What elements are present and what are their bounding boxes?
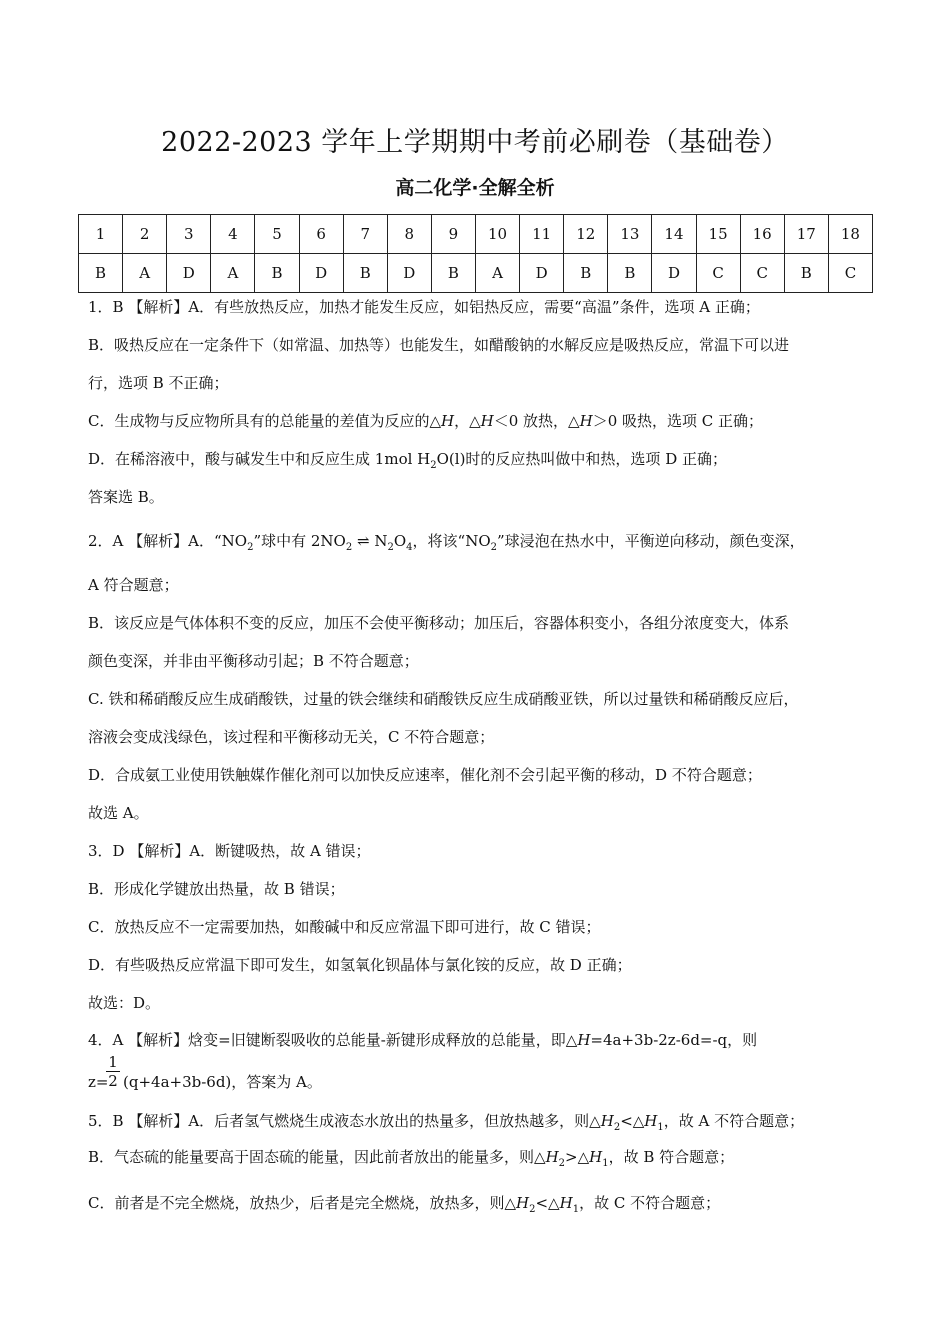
text-line: C．放热反应不一定需要加热，如酸碱中和反应常温下即可进行，故 C 错误； — [88, 918, 601, 936]
text-span: O — [393, 532, 407, 550]
question-number-cell: 18 — [828, 215, 872, 254]
text-line: B．吸热反应在一定条件下（如常温、加热等）也能发生，如醋酸钠的水解反应是吸热反应，常温下可以进 — [88, 336, 790, 354]
question-number-cell: 5 — [255, 215, 299, 254]
text-line — [88, 1146, 734, 1175]
subscript: 4 — [406, 542, 413, 553]
text-line: A 符合题意； — [88, 576, 179, 594]
text-line: C. 铁和稀硝酸反应生成硝酸铁，过量的铁会继续和硝酸铁反应生成硝酸亚铁，所以过量铁和稀硝酸反应后， — [88, 690, 799, 708]
text-span: H — [589, 1148, 603, 1166]
question-number-cell: 16 — [740, 215, 784, 254]
text-line: 答案选 B。 — [88, 488, 164, 506]
text-span: H — [441, 412, 455, 430]
text-line: D．有些吸热反应常温下即可发生，如氢氧化钡晶体与氯化铵的反应，故 D 正确； — [88, 956, 632, 974]
text-span: ，故 A 不符合题意； — [663, 1112, 805, 1130]
text-span: ，故 B 符合题意； — [608, 1148, 735, 1166]
answer-cell: B — [255, 254, 299, 293]
text-line: 1．B 【解析】A．有些放热反应，加热才能发生反应，如铝热反应，需要“高温”条件，选项 A 正确； — [88, 298, 760, 316]
question-number-cell: 12 — [564, 215, 608, 254]
question-number-cell: 1 — [79, 215, 123, 254]
text-line — [88, 1110, 804, 1139]
answer-cell: C — [828, 254, 872, 293]
text-span: O(l)时的反应热叫做中和热，选项 D 正确； — [436, 450, 727, 468]
subscript: 2 — [387, 542, 394, 553]
text-line: 3．D 【解析】A．断键吸热，故 A 错误； — [88, 842, 371, 860]
subscript: 2 — [430, 460, 437, 471]
text-span: H — [644, 1112, 658, 1130]
question-number-cell: 14 — [652, 215, 696, 254]
page-subtitle: 高二化学·全解全析 — [395, 177, 555, 199]
text-line: 故选 A。 — [88, 804, 149, 822]
subscript: 2 — [529, 1204, 536, 1215]
question-number-cell: 3 — [167, 215, 211, 254]
text-line: B．形成化学键放出热量，故 B 错误； — [88, 880, 345, 898]
text-span: H — [516, 1194, 530, 1212]
page-title: 2022-2023 学年上学期期中考前必刷卷（基础卷） — [161, 127, 789, 158]
answer-cell: C — [696, 254, 740, 293]
text-line: 溶液会变成浅绿色，该过程和平衡移动无关，C 不符合题意； — [88, 728, 495, 746]
question-number-cell: 10 — [475, 215, 519, 254]
text-line — [88, 1192, 720, 1221]
question-number-cell: 9 — [431, 215, 475, 254]
answer-cell: B — [564, 254, 608, 293]
answer-cell: D — [652, 254, 696, 293]
text-line — [88, 448, 727, 477]
fraction — [106, 1054, 120, 1089]
text-span: H — [579, 412, 593, 430]
answer-cell: B — [784, 254, 828, 293]
question-number-cell: 17 — [784, 215, 828, 254]
text-span: <△ — [620, 1112, 645, 1130]
text-span: ＜0 放热，△ — [493, 412, 580, 430]
text-line: z= — [88, 1073, 109, 1091]
equilibrium-arrow: ⇌ N — [352, 532, 388, 550]
answer-cell: D — [520, 254, 564, 293]
text-span: ，故 C 不符合题意； — [579, 1194, 721, 1212]
text-span: 4．A 【解析】焓变=旧键断裂吸收的总能量-新键形成释放的总能量，即△ — [88, 1031, 578, 1049]
text-line: 行，选项 B 不正确； — [88, 374, 229, 392]
text-span: D．在稀溶液中，酸与碱发生中和反应生成 1mol H — [88, 450, 431, 468]
subscript: 1 — [657, 1122, 664, 1133]
text-span: ，将该“NO — [412, 532, 491, 550]
answer-cell: A — [123, 254, 167, 293]
answer-cell: B — [431, 254, 475, 293]
question-number-cell: 11 — [520, 215, 564, 254]
text-span: ”球中有 2NO — [253, 532, 346, 550]
text-span: H — [577, 1031, 591, 1049]
answer-cell: B — [343, 254, 387, 293]
answer-cell: D — [387, 254, 431, 293]
answer-cell: B — [79, 254, 123, 293]
text-line: D．合成氨工业使用铁触媒作催化剂可以加快反应速率，催化剂不会引起平衡的移动，D 不符合题意； — [88, 766, 762, 784]
question-number-cell: 4 — [211, 215, 255, 254]
text-span: C．生成物与反应物所具有的总能量的差值为反应的△ — [88, 412, 442, 430]
text-span: >△ — [565, 1148, 590, 1166]
question-number-cell: 6 — [299, 215, 343, 254]
question-number-cell: 15 — [696, 215, 740, 254]
text-span: H — [545, 1148, 559, 1166]
text-line: B．该反应是气体体积不变的反应，加压不会使平衡移动；加压后，容器体积变小，各组分浓度变大，体系 — [88, 614, 790, 632]
text-span: <△ — [535, 1194, 560, 1212]
text-line: 颜色变深，并非由平衡移动引起；B 不符合题意； — [88, 652, 419, 670]
question-number-row — [79, 215, 873, 254]
subscript: 2 — [247, 542, 254, 553]
subscript: 2 — [558, 1158, 566, 1169]
text-span: B．气态硫的能量要高于固态硫的能量，因此前者放出的能量多，则△ — [88, 1148, 546, 1166]
text-line: (q+4a+3b-6d)，答案为 A。 — [123, 1073, 322, 1091]
text-span: ＞0 吸热，选项 C 正确； — [592, 412, 764, 430]
answer-cell: A — [475, 254, 519, 293]
subscript: 2 — [613, 1122, 621, 1133]
question-number-cell: 2 — [123, 215, 167, 254]
text-span: C．前者是不完全燃烧，放热少，后者是完全燃烧，放热多，则△ — [88, 1194, 517, 1212]
text-span: 5．B 【解析】A．后者氢气燃烧生成液态水放出的热量多，但放热越多，则△ — [88, 1112, 601, 1130]
subscript: 2 — [490, 542, 497, 553]
text-line — [88, 410, 763, 432]
text-span: H — [480, 412, 494, 430]
fraction-denominator: 2 — [108, 1072, 118, 1090]
subscript: 1 — [602, 1158, 609, 1169]
question-number-cell: 8 — [387, 215, 431, 254]
text-span: ，△ — [454, 412, 481, 430]
question-number-cell: 13 — [608, 215, 652, 254]
text-span: ”球浸泡在热水中，平衡逆向移动，颜色变深， — [497, 532, 805, 550]
text-line: 故选：D。 — [88, 994, 161, 1012]
text-span: H — [600, 1112, 614, 1130]
answer-row — [79, 254, 873, 293]
answer-cell: D — [167, 254, 211, 293]
answer-table — [78, 214, 873, 293]
answer-cell: B — [608, 254, 652, 293]
fraction-numerator: 1 — [108, 1053, 118, 1071]
text-span: H — [559, 1194, 573, 1212]
answer-cell: D — [299, 254, 343, 293]
text-line — [88, 1029, 757, 1051]
text-line — [88, 530, 805, 559]
text-span: =4a+3b-2z-6d=-q，则 — [590, 1031, 758, 1049]
answer-cell: A — [211, 254, 255, 293]
question-number-cell: 7 — [343, 215, 387, 254]
text-span: 2．A 【解析】A．“NO — [88, 532, 248, 550]
subscript: 2 — [345, 542, 353, 553]
subscript: 1 — [572, 1204, 580, 1215]
answer-cell: C — [740, 254, 784, 293]
